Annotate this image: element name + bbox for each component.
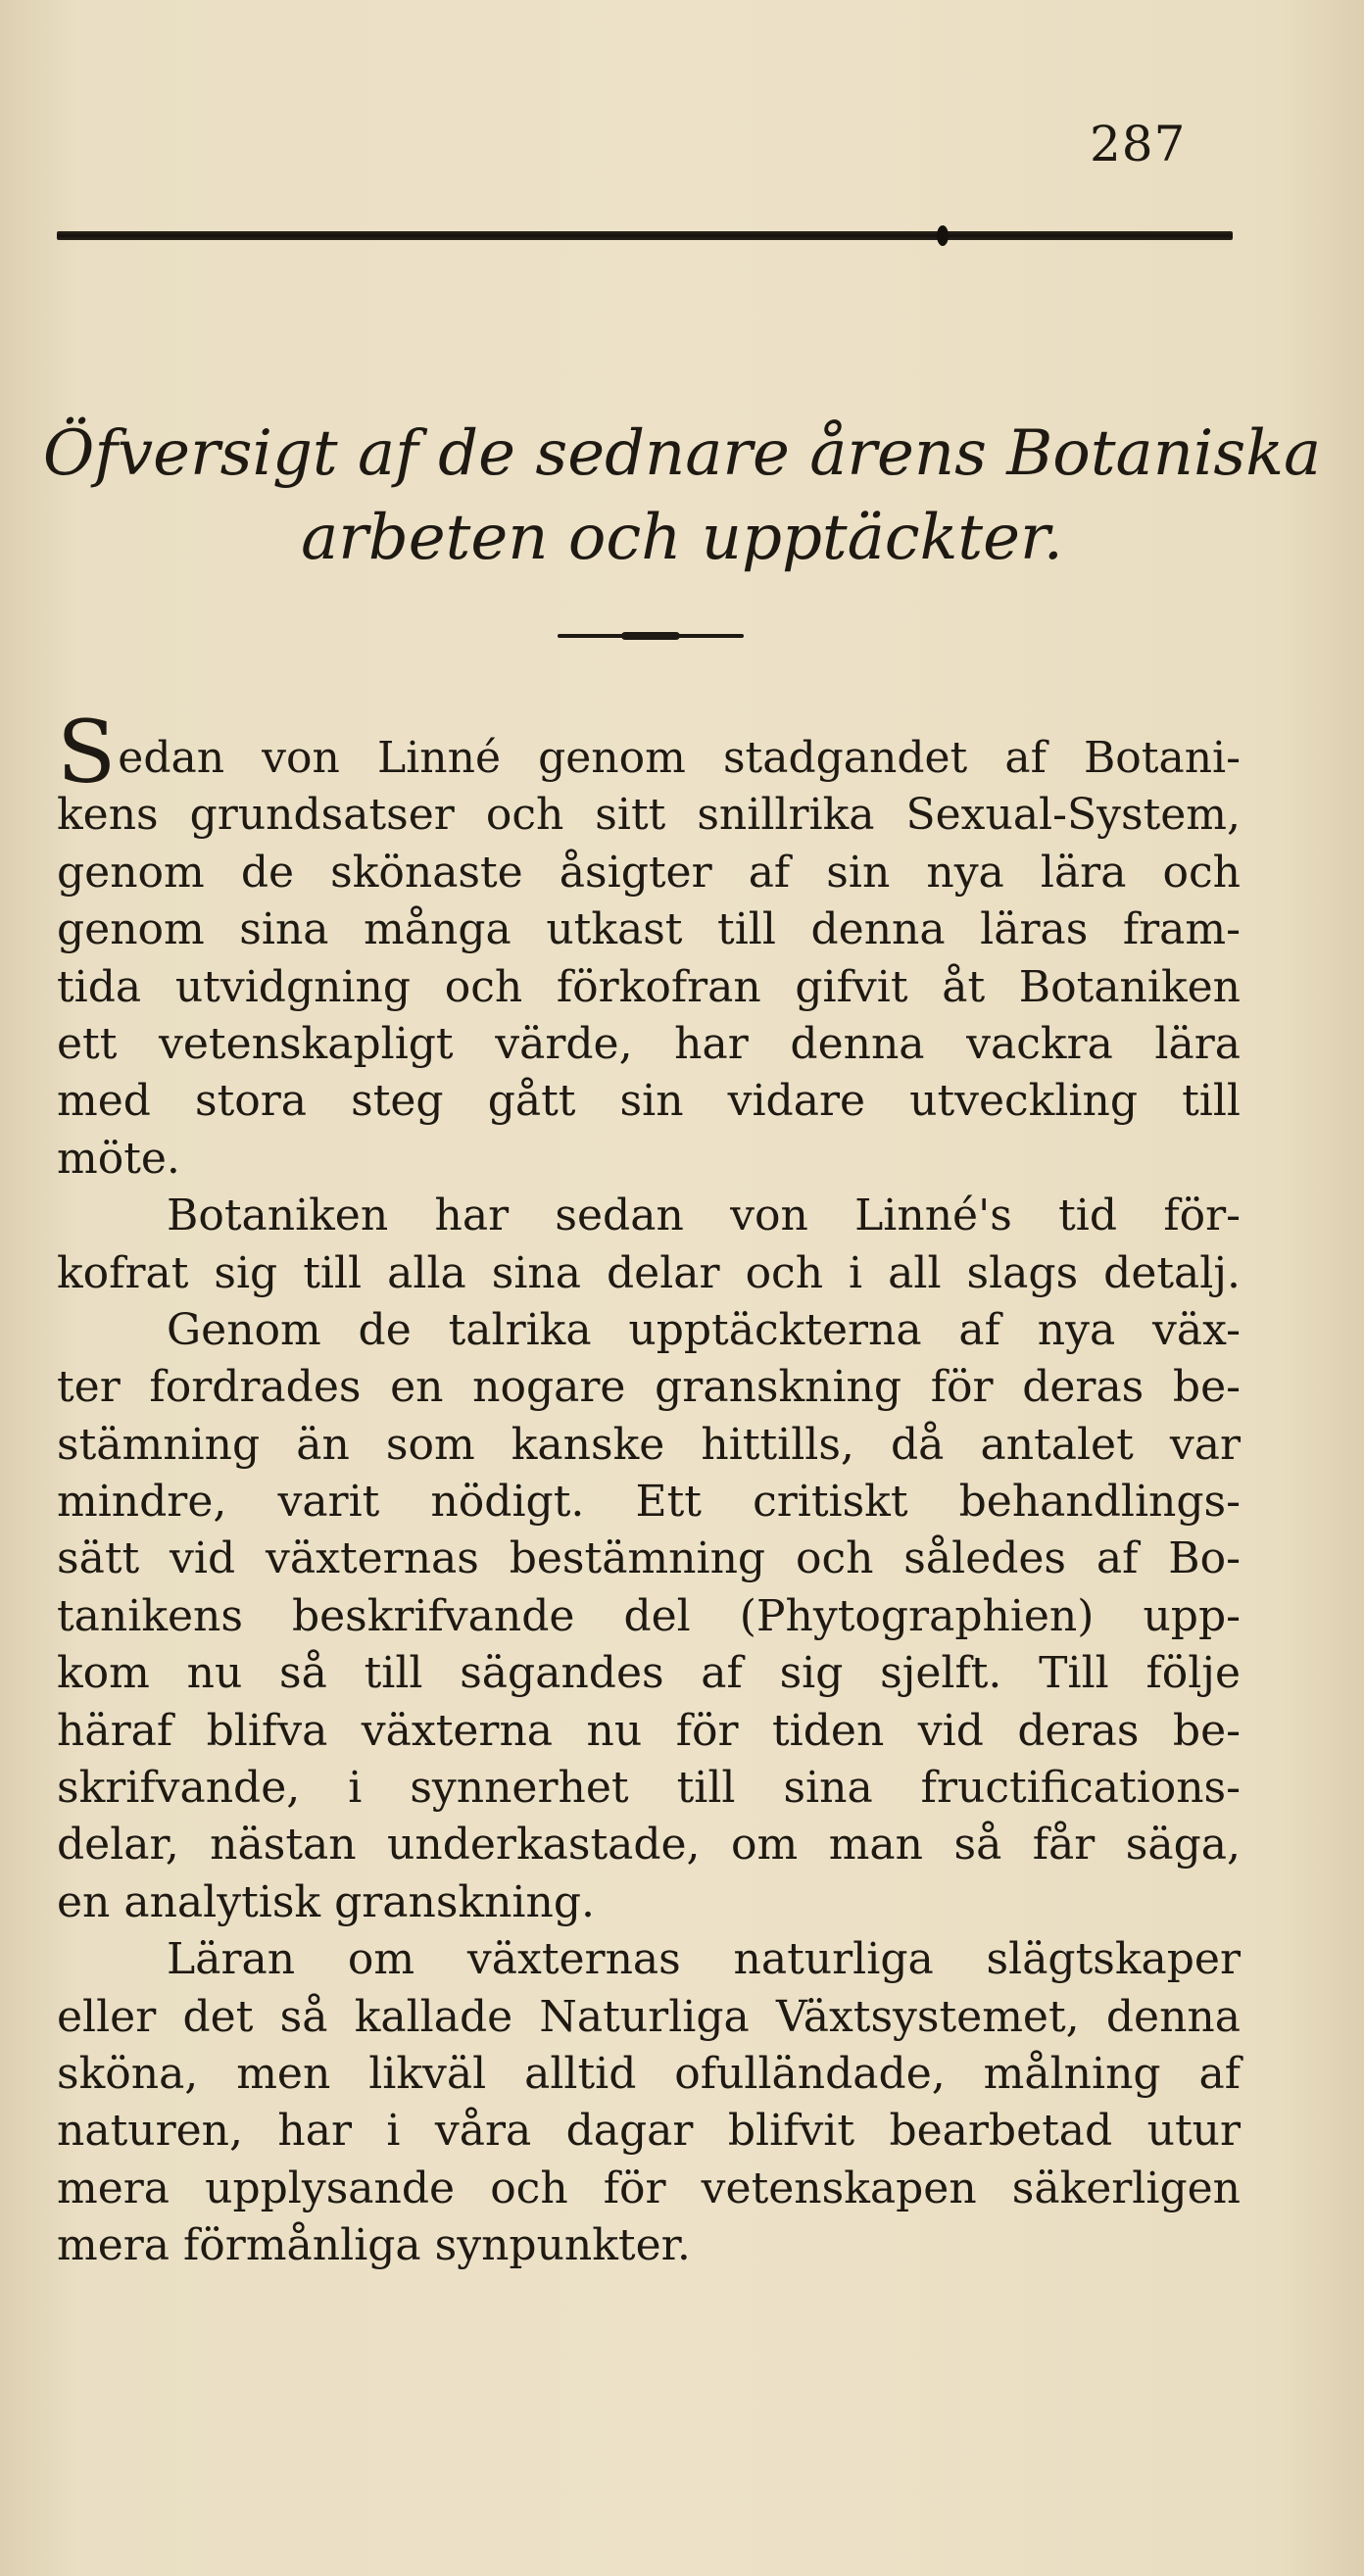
text-line: kofrat sig till alla sina delar och i all slags detalj. (57, 1247, 1241, 1298)
text-line: tanikens beskrifvande del (Phytographien) upp- (57, 1590, 1241, 1641)
paragraph-2 (57, 1188, 1241, 1302)
drop-cap: S (57, 702, 117, 802)
text-line: ett vetenskapligt värde, har denna vackra lära (57, 1018, 1241, 1069)
title-line-1: Öfversigt af de sednare årens Botaniska (42, 417, 1322, 490)
text-line: ter fordrades en nogare granskning för deras be- (57, 1362, 1241, 1413)
text-line: Sedan von Linné genom stadgandet af Botani- (57, 702, 1241, 802)
text-line: naturen, har i våra dagar blifvit bearbetad utur (57, 2106, 1241, 2157)
page-number: 287 (1090, 116, 1187, 172)
text-line: tida utvidgning och förkofran gifvit åt Botaniken (57, 961, 1241, 1012)
title-divider (558, 634, 744, 638)
text-line: genom sina många utkast till denna läras fram- (57, 904, 1241, 955)
text-line: eller det så kallade Naturliga Växtsystemet, denna (57, 1991, 1241, 2042)
text-line: en analytisk granskning. (57, 1876, 595, 1927)
paragraph-3 (57, 1302, 1241, 1931)
text-line: häraf blifva växterna nu för tiden vid deras be- (57, 1705, 1241, 1756)
text-line: kom nu så till sägandes af sig sjelft. Till följe (57, 1648, 1241, 1699)
paragraph-1 (57, 702, 1241, 1188)
text-line: sköna, men likväl alltid ofulländade, målning af (57, 2048, 1241, 2099)
text-line: mera upplysande och för vetenskapen säkerligen (57, 2163, 1241, 2213)
text-line: med stora steg gått sin vidare utveckling till (57, 1076, 1241, 1127)
text-line: mera förmånliga synpunkter. (57, 2220, 691, 2271)
rule-ornament (937, 225, 949, 246)
text-line: skrifvande, i synnerhet till sina fructifications- (57, 1763, 1241, 1814)
text-line: Läran om växternas naturliga slägtskaper (167, 1934, 1241, 1985)
title-line-2: arbeten och upptäckter. (301, 502, 1063, 574)
text-line: Genom de talrika upptäckterna af nya väx- (167, 1304, 1241, 1355)
paragraph-4 (57, 1931, 1241, 2274)
text-line: mindre, varit nödigt. Ett critiskt behandlings- (57, 1477, 1241, 1528)
text-line: möte. (57, 1133, 180, 1184)
text-line: kens grundsatser och sitt snillrika Sexual-System, (57, 790, 1241, 841)
body-text (57, 702, 1241, 2275)
text-line: stämning än som kanske hittills, då antalet var (57, 1419, 1241, 1470)
chapter-title (0, 412, 1364, 580)
text-line: Botaniken har sedan von Linné's tid för- (167, 1191, 1241, 1241)
header-rule (57, 231, 1233, 240)
text-line: delar, nästan underkastade, om man så får säga, (57, 1820, 1241, 1871)
text-line: genom de skönaste åsigter af sin nya lära och (57, 847, 1241, 898)
text-line: sätt vid växternas bestämning och således af Bo- (57, 1533, 1241, 1584)
